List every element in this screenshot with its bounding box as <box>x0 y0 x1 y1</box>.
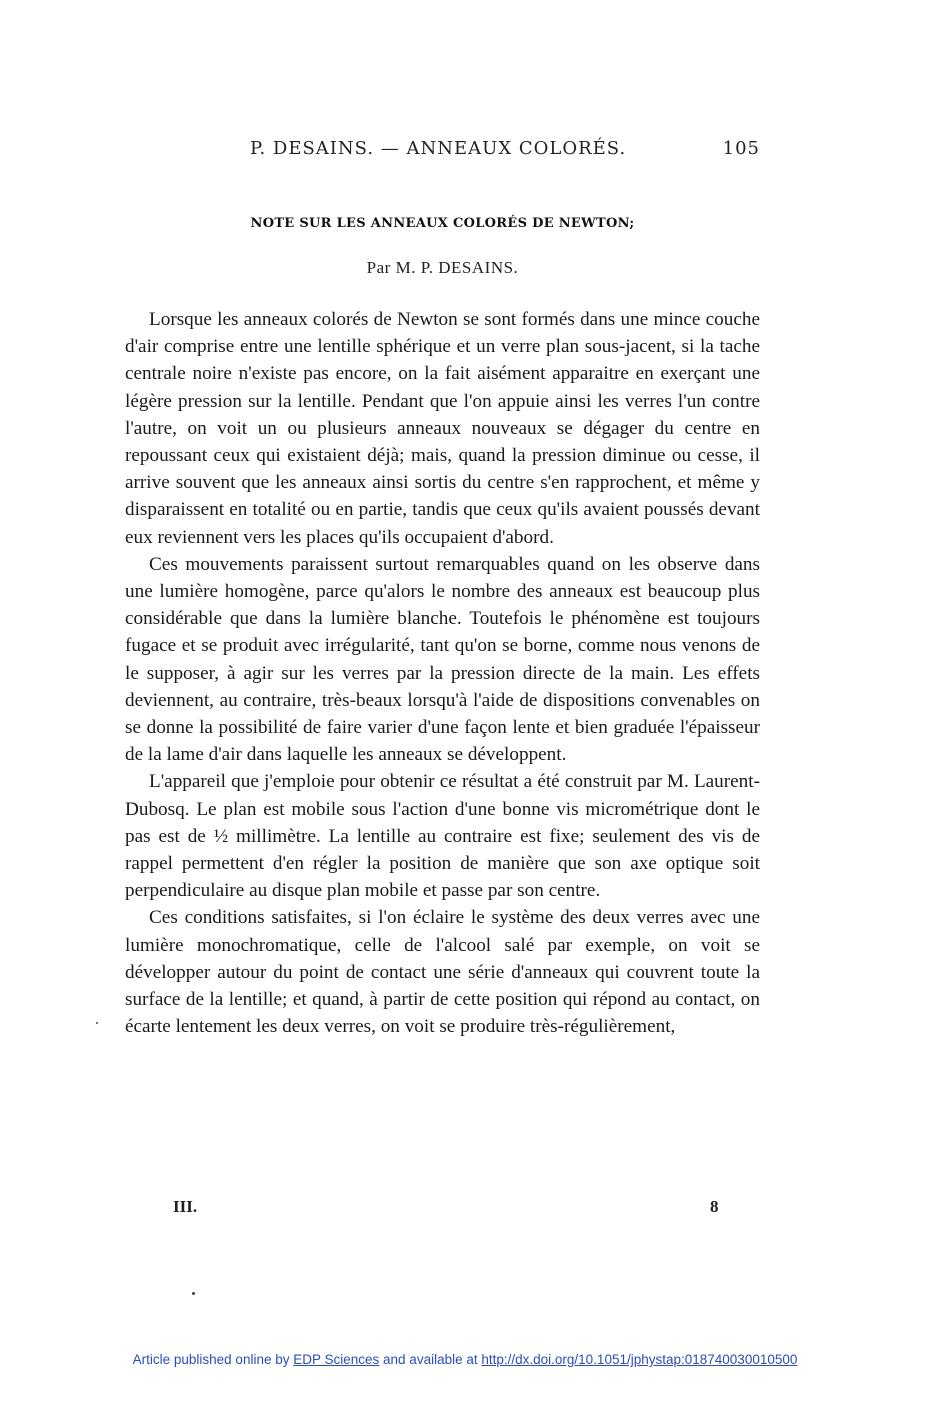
article-body <box>125 306 760 1040</box>
print-speck <box>192 1292 195 1295</box>
sheet-number: 8 <box>710 1197 719 1216</box>
volume-mark: III. <box>173 1197 198 1216</box>
page-number: 105 <box>722 138 760 159</box>
print-speck <box>96 1022 98 1024</box>
paragraph-1: Lorsque les anneaux colorés de Newton se sont formés dans une mince couche d'air comprise entre une lentille sphérique et un verre plan sous-jacent, si la tache centrale noire n'existe pas encore, on la fait aisément apparaitre en exerçant une légère pression sur la lentille. Pendant que l'on appuie ainsi les verres l'un contre l'autre, on voit un ou plusieurs anneaux nouveaux se dégager du centre en repoussant ceux qui existaient déjà; mais, quand la pression diminue ou cesse, il arrive souvent que les anneaux ainsi sortis du centre s'en rapprochent, et même y disparaissent en totalité ou en partie, tandis que ceux qu'ils avaient poussés devant eux reviennent vers les places qu'ils occupaient d'abord. <box>125 309 760 548</box>
footer-prefix: Article published online by <box>132 1352 294 1367</box>
paragraph-3: L'appareil que j'emploie pour obtenir ce résultat a été construit par M. Laurent-Dubosq. Le plan est mobile sous l'action d'une bonne vis micrométrique dont le pas est de ½ millimètre. La lentille au contraire est fixe; seulement des vis de rappel permettent d'en régler la position de manière que son axe optique soit perpendiculaire au disque plan mobile et passe par son centre. <box>125 771 760 902</box>
footer-middle: and available at <box>379 1352 482 1367</box>
paragraph-2: Ces mouvements paraissent surtout remarquables quand on les observe dans une lumière homogène, parce qu'alors le nombre des anneaux est beaucoup plus considérable que dans la lumière blanche. Toutefois le phénomène est toujours fugace et se produit avec irrégularité, tant qu'on se borne, comme nous venons de le supposer, à agir sur les verres par la pression directe de la main. Les effets deviennent, au contraire, très-beaux lorsqu'à l'aide de dispositions convenables on se donne la possibilité de faire varier d'une façon lente et bien graduée l'épaisseur de la lame d'air dans laquelle les anneaux se développent. <box>125 553 760 766</box>
article-byline: Par M. P. DESAINS. <box>366 258 519 277</box>
doi-link[interactable]: http://dx.doi.org/10.1051/jphystap:018740030010500 <box>481 1352 798 1367</box>
publication-footer <box>0 1352 930 1367</box>
article-title: NOTE SUR LES ANNEAUX COLORÉS DE NEWTON; <box>250 216 635 231</box>
running-head <box>125 138 760 168</box>
publisher-link[interactable]: EDP Sciences <box>293 1352 380 1367</box>
running-head-title: P. DESAINS. — ANNEAUX COLORÉS. <box>250 138 627 159</box>
paragraph-4: Ces conditions satisfaites, si l'on éclaire le système des deux verres avec une lumière monochromatique, celle de l'alcool salé par exemple, on voit se développer autour du point de contact une série d'anneaux qui couvrent toute la surface de la lentille; et quand, à partir de cette position qui répond au contact, on écarte lentement les deux verres, on voit se produire très-régulièrement, <box>125 907 760 1038</box>
